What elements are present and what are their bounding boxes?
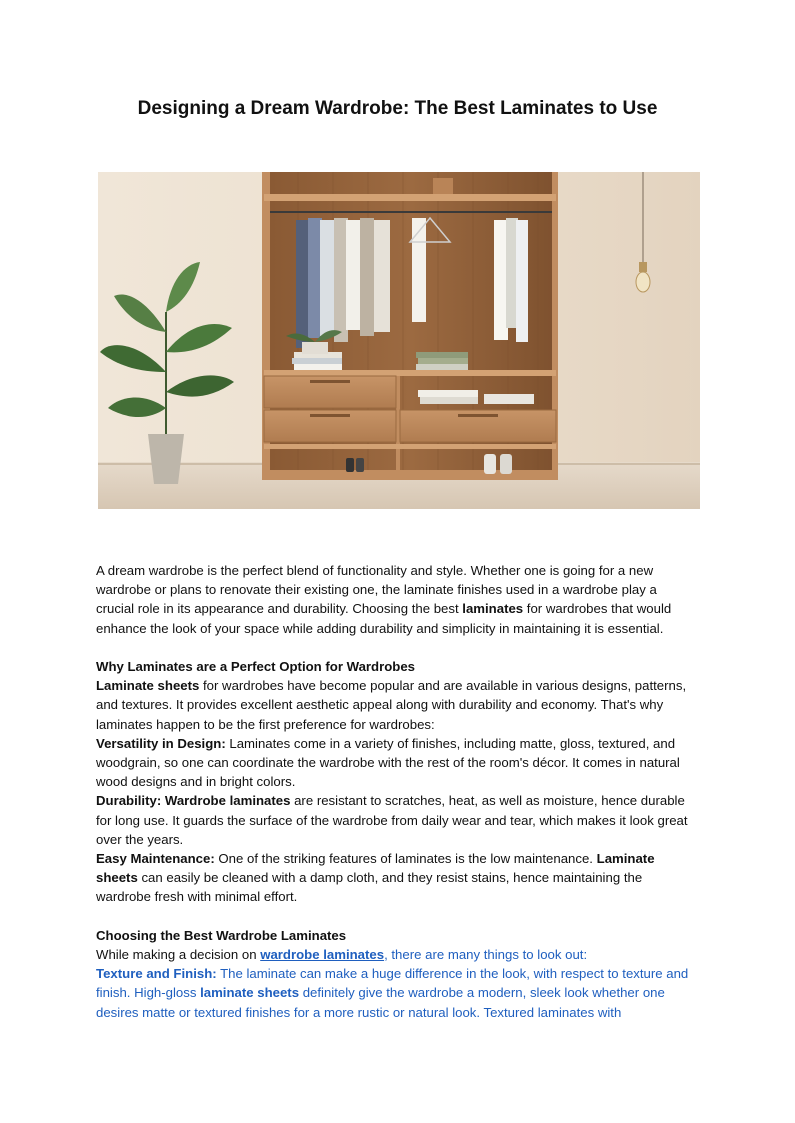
page-title: Designing a Dream Wardrobe: The Best Laminates to Use xyxy=(137,98,658,119)
article-body xyxy=(96,561,696,1022)
bottom-shelf xyxy=(264,444,556,449)
durability-paragraph: Durability: Wardrobe laminates are resistant to scratches, heat, as well as moisture, hence durable for long use. It guards the surface of the wardrobe from daily wear and tear, which makes it look great over the years. xyxy=(96,793,688,847)
versatility-paragraph: Versatility in Design: Laminates come in a variety of finishes, including matte, gloss, textured, and woodgrain, so one can coordinate the wardrobe with the rest of the room's décor. It comes in natural wood designs and in bright colors. xyxy=(96,735,680,790)
choosing-lead: While making a decision on wardrobe laminates, there are many things to look out: xyxy=(96,947,588,963)
wardrobe-photo xyxy=(98,172,700,509)
top-shelf xyxy=(264,194,556,201)
why-heading: Why Laminates are a Perfect Option for Wardrobes xyxy=(96,659,416,674)
why-paragraph: Laminate sheets for wardrobes have become popular and are available in various designs, patterns, and textures. It provides excellent aesthetic appeal along with durability and economy. That's why laminates happen to be the first preference for wardrobes: xyxy=(96,678,687,732)
texture-paragraph: Texture and Finish: The laminate can make a huge difference in the look, with respect to texture and finish. High-gloss laminate sheets definitely give the wardrobe a modern, sleek look whether one desires matte or textured finishes for a more rustic or natural look. Textured laminates with xyxy=(96,966,689,1020)
middle-divider xyxy=(396,370,400,480)
maintenance-paragraph: Easy Maintenance: One of the striking features of laminates is the low maintenance. Laminate sheets can easily be cleaned with a damp cloth, and they resist stains, hence maintaining the wardrobe fresh with minimal effort. xyxy=(96,851,655,905)
intro-paragraph: A dream wardrobe is the perfect blend of functionality and style. Whether one is going for a new wardrobe or plans to renovate their existing one, the laminate finishes used in a wardrobe play a crucial role in its appearance and durability. Choosing the best laminates for wardrobes that would enhance the look of your space while adding durability and simplicity in maintaining it is essential. xyxy=(96,563,672,636)
choosing-heading: Choosing the Best Wardrobe Laminates xyxy=(96,927,347,943)
wardrobe-laminates-link[interactable]: wardrobe laminates xyxy=(260,947,385,963)
box-on-shelf xyxy=(433,178,453,194)
middle-shelf xyxy=(264,370,556,376)
